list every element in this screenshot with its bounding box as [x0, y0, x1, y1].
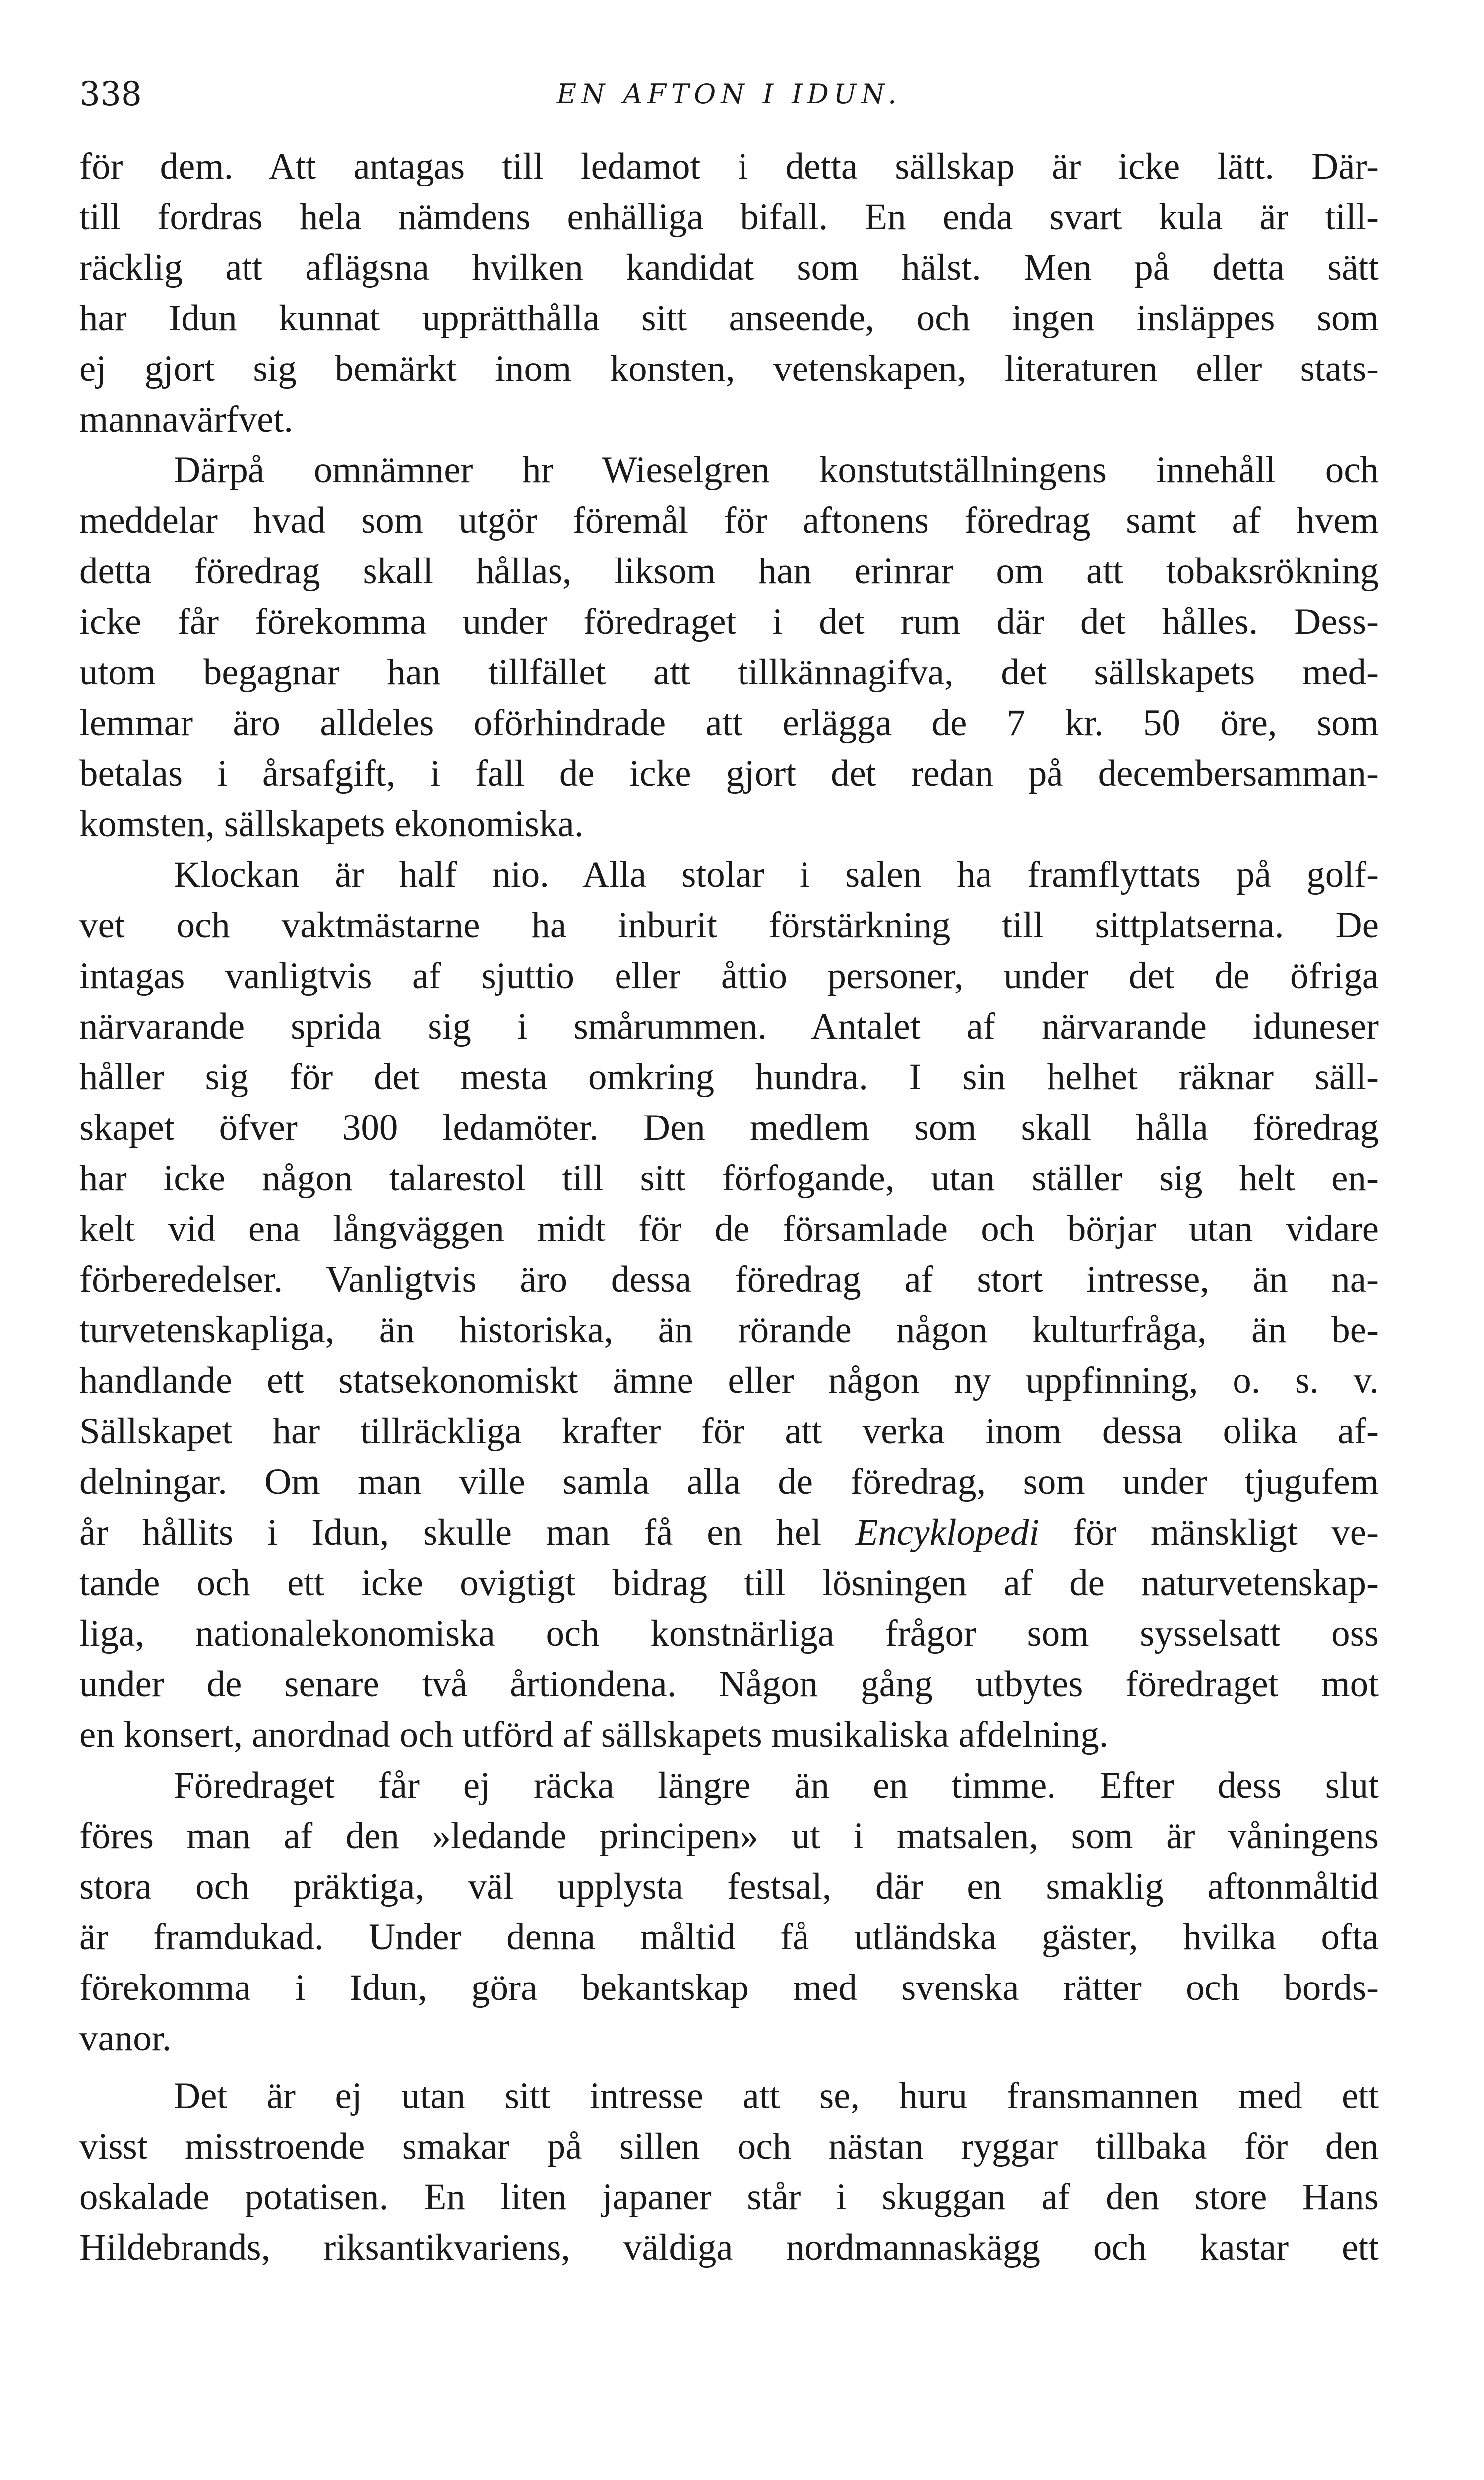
text-line: icke får förekomma under föredraget i det rum där det hålles. Dess-	[79, 601, 1379, 642]
body-text	[79, 141, 1379, 2273]
page-header	[79, 64, 1379, 124]
text-line: lemmar äro alldeles oförhindrade att erlägga de 7 kr. 50 öre, som	[79, 702, 1379, 744]
text-line: räcklig att aflägsna hvilken kandidat som hälst. Men på detta sätt	[79, 247, 1379, 288]
text-line: kelt vid ena långväggen midt för de församlade och börjar utan vidare	[79, 1208, 1379, 1249]
paragraph-start: Det är ej utan sitt intresse att se, huru fransmannen med ett	[174, 2075, 1379, 2116]
text-line: har Idun kunnat upprätthålla sitt anseende, och ingen insläppes som	[79, 298, 1379, 339]
text-line: vanor.	[79, 2018, 172, 2059]
italic-word: Encyklopedi	[855, 1512, 1040, 1553]
text-line: intagas vanligtvis af sjuttio eller åttio personer, under det de öfriga	[79, 955, 1379, 996]
text-line: en konsert, anordnad och utförd af sällskapets musikaliska afdelning.	[79, 1714, 1109, 1755]
text-line: meddelar hvad som utgör föremål för aftonens föredrag samt af hvem	[79, 500, 1379, 541]
text-line: är framdukad. Under denna måltid få utländska gäster, hvilka ofta	[79, 1917, 1379, 1958]
text-line: utom begagnar han tillfället att tillkännagifva, det sällskapets med-	[79, 652, 1379, 693]
text-line: för dem. Att antagas till ledamot i detta sällskap är icke lätt. Där-	[79, 146, 1379, 187]
text-line: till fordras hela nämdens enhälliga bifall. En enda svart kula är till-	[79, 196, 1379, 238]
text-line: visst misstroende smakar på sillen och nästan ryggar tillbaka för den	[79, 2126, 1379, 2167]
text-line: stora och präktiga, väl upplysta festsal, där en smaklig aftonmåltid	[79, 1866, 1379, 1907]
text-line: turvetenskapliga, än historiska, än rörande någon kulturfråga, än be-	[79, 1309, 1379, 1351]
paragraph-start: Därpå omnämner hr Wieselgren konstutställningens innehåll och	[174, 449, 1379, 491]
text-line: detta föredrag skall hållas, liksom han erinrar om att tobaksrökning	[79, 551, 1379, 592]
text-line: skapet öfver 300 ledamöter. Den medlem som skall hålla föredrag	[79, 1107, 1379, 1148]
text-line: komsten, sällskapets ekonomiska.	[79, 804, 584, 845]
text-line: betalas i årsafgift, i fall de icke gjort det redan på decembersamman-	[79, 753, 1379, 794]
text-line: oskalade potatisen. En liten japaner står i skuggan af den store Hans	[79, 2176, 1379, 2218]
text-line: föres man af den »ledande principen» ut i matsalen, som är våningens	[79, 1815, 1379, 1857]
text-line: tande och ett icke ovigtigt bidrag till lösningen af de naturvetenskap-	[79, 1562, 1379, 1604]
text-line: liga, nationalekonomiska och konstnärliga frågor som sysselsatt oss	[79, 1613, 1379, 1654]
paragraph-start: Föredraget får ej räcka längre än en timme. Efter dess slut	[174, 1765, 1379, 1806]
page-number: 338	[79, 75, 142, 113]
text-line: förberedelser. Vanligtvis äro dessa föredrag af stort intresse, än na-	[79, 1259, 1379, 1300]
paragraph-gap	[79, 2064, 1379, 2071]
text-line: delningar. Om man ville samla alla de föredrag, som under tjugufem	[79, 1461, 1379, 1502]
text-line: närvarande sprida sig i smårummen. Antalet af närvarande iduneser	[79, 1006, 1379, 1047]
text-line: har icke någon talarestol till sitt förfogande, utan ställer sig helt en-	[79, 1158, 1379, 1199]
paragraph-start: Klockan är half nio. Alla stolar i salen ha framflyttats på golf-	[174, 854, 1379, 895]
text-line: Sällskapet har tillräckliga krafter för att verka inom dessa olika af-	[79, 1411, 1379, 1452]
running-title: EN AFTON I IDUN.	[556, 78, 902, 110]
text-line: mannavärfvet.	[79, 399, 294, 440]
text-line: vet och vaktmästarne ha inburit förstärkning till sittplatserna. De	[79, 905, 1379, 946]
text-line: ej gjort sig bemärkt inom konsten, vetenskapen, literaturen eller stats-	[79, 348, 1379, 389]
text-line: håller sig för det mesta omkring hundra. I sin helhet räknar säll-	[79, 1056, 1379, 1098]
text-line: Hildebrands, riksantikvariens, väldiga nordmannaskägg och kastar ett	[79, 2227, 1379, 2268]
text-line: förekomma i Idun, göra bekantskap med svenska rätter och bords-	[79, 1967, 1379, 2008]
text-line: handlande ett statsekonomiskt ämne eller någon ny uppfinning, o. s. v.	[79, 1360, 1379, 1401]
text-line: under de senare två årtiondena. Någon gång utbytes föredraget mot	[79, 1664, 1379, 1705]
text-line: år hållits i Idun, skulle man få en hel Encyklopedi för mänskligt ve-	[79, 1512, 1379, 1553]
